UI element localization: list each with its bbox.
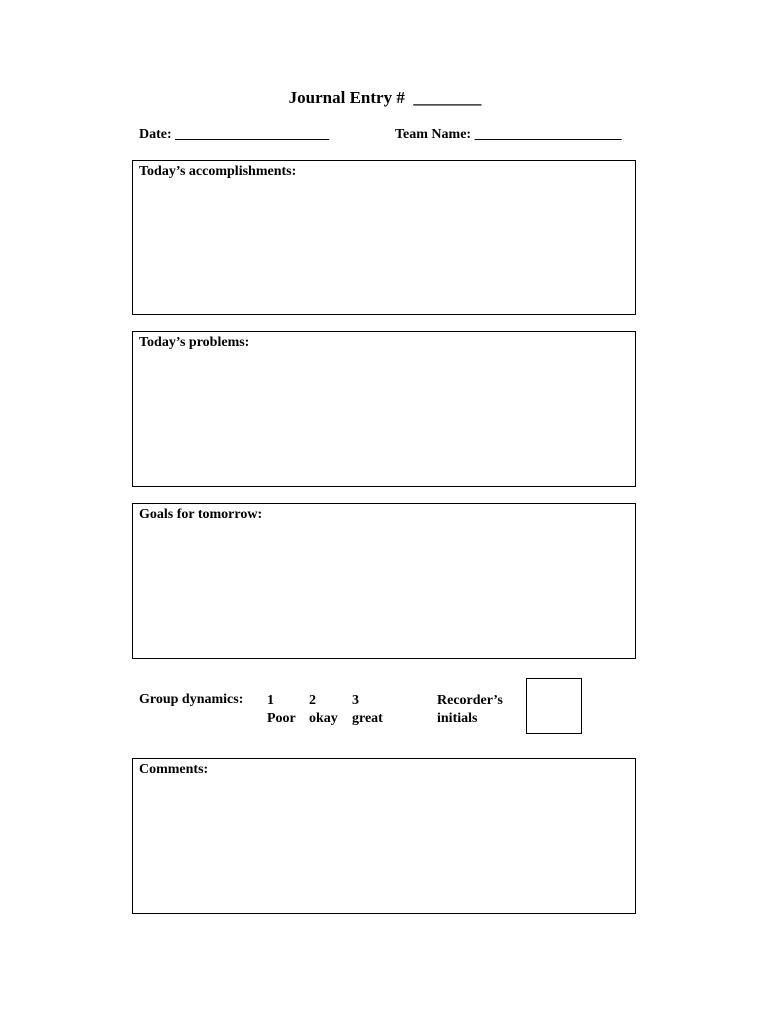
recorder-initials-box[interactable] [526,678,582,734]
rating-option-2[interactable] [309,692,338,728]
group-dynamics-label: Group dynamics: [139,692,244,707]
journal-entry-title: Journal Entry # ________ [288,88,482,107]
rating-number: 2 [309,693,316,708]
problems-label: Today’s problems: [139,335,250,350]
recorder-label-line2: initials [437,711,478,726]
comments-box[interactable] [132,758,636,914]
rating-word: okay [309,711,338,726]
rating-number: 1 [267,693,274,708]
problems-box[interactable] [132,331,636,487]
rating-number: 3 [352,693,359,708]
rating-option-3[interactable] [352,692,383,728]
date-field[interactable]: Date: ______________________ [139,127,330,142]
recorder-label-line1: Recorder’s [437,693,503,708]
accomplishments-label: Today’s accomplishments: [139,164,297,179]
team-name-field[interactable]: Team Name: _____________________ [395,127,622,142]
comments-label: Comments: [139,762,209,777]
recorder-initials-label [437,692,503,728]
rating-option-1[interactable] [267,692,296,728]
rating-word: great [352,711,383,726]
goals-box[interactable] [132,503,636,659]
rating-word: Poor [267,711,296,726]
goals-label: Goals for tomorrow: [139,507,263,522]
accomplishments-box[interactable] [132,160,636,315]
